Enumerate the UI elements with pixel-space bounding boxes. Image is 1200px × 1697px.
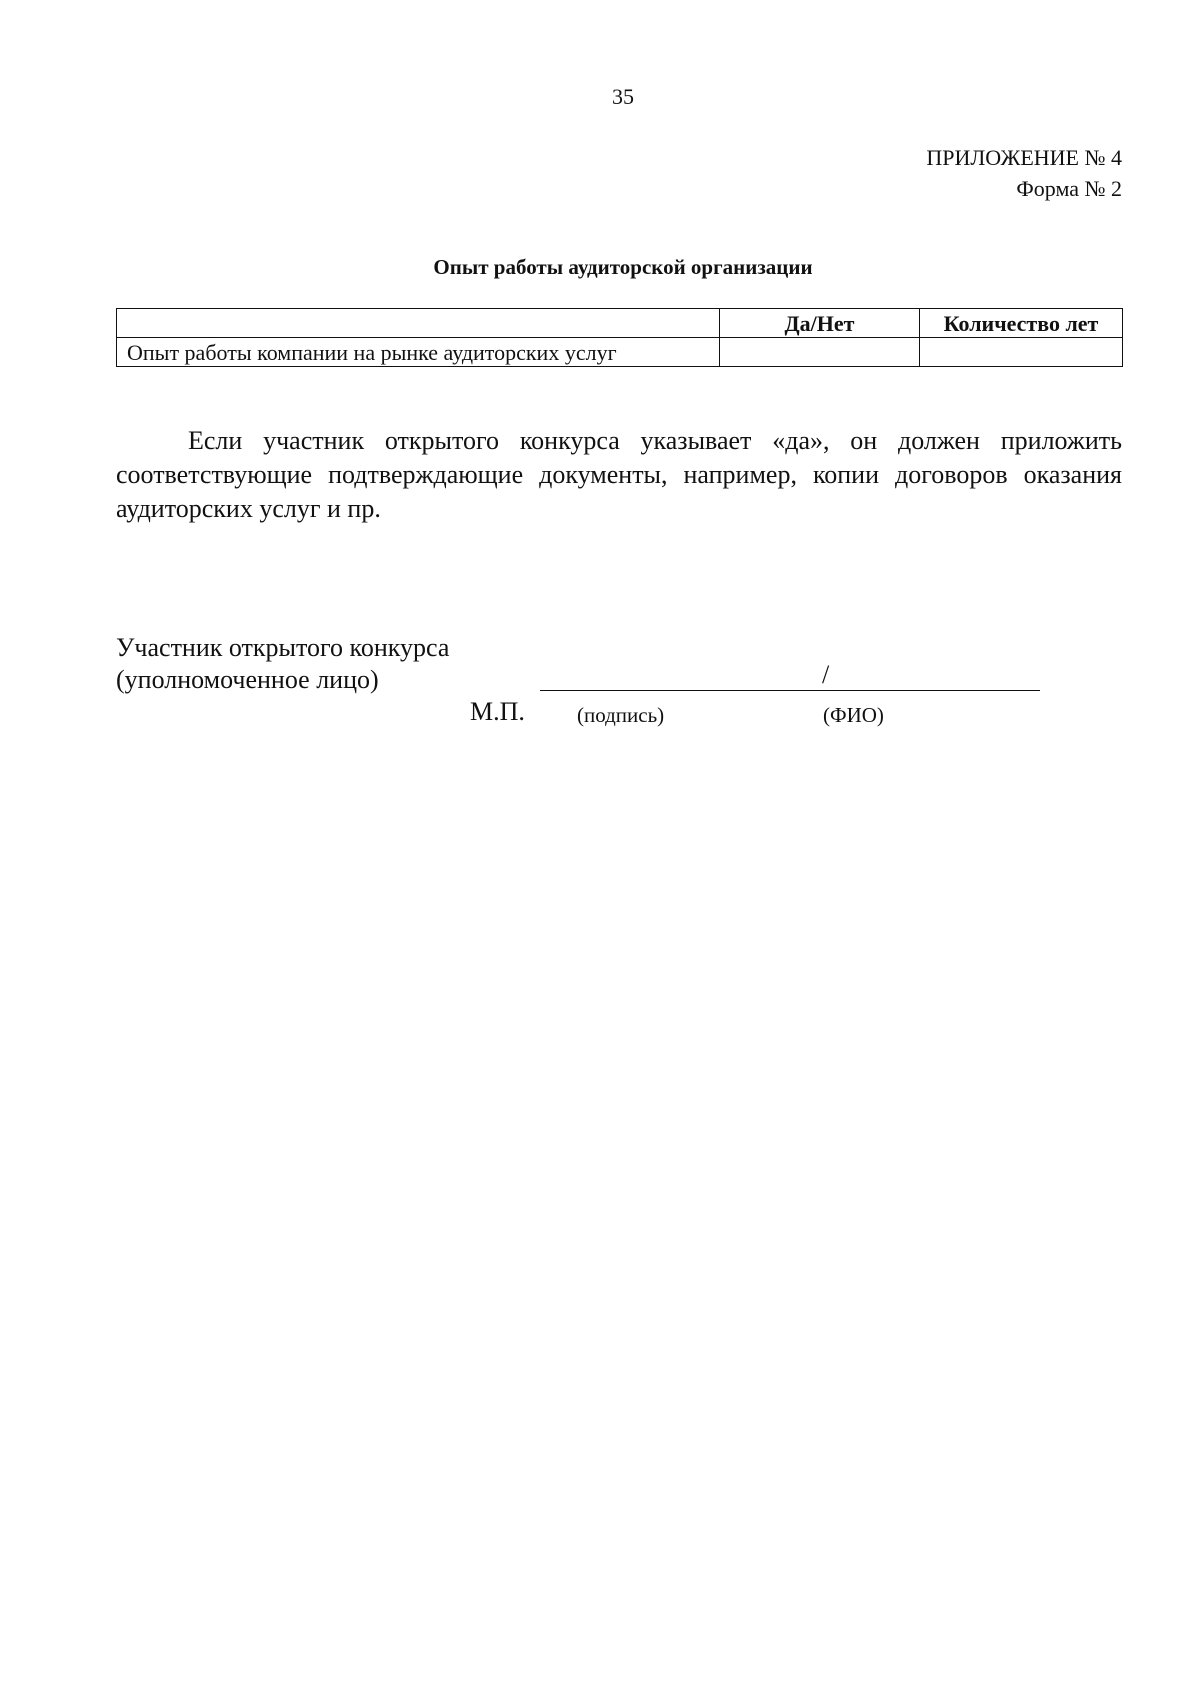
row-label-cell: Опыт работы компании на рынке аудиторских услуг	[117, 338, 720, 367]
table-row	[117, 338, 1123, 367]
participant-line-1: Участник открытого конкурса	[116, 633, 450, 662]
years-cell[interactable]	[920, 338, 1123, 367]
page-number: 35	[612, 84, 634, 109]
participant-line-2: (уполномоченное лицо)	[116, 665, 379, 694]
signature-slash: /	[822, 660, 830, 689]
signature-line[interactable]	[540, 690, 1040, 691]
stamp-label: М.П.	[470, 697, 525, 726]
note-paragraph: Если участник открытого конкурса указывает «да», он должен приложить соответствующие подтверждающие документы, например, копии договоров оказания аудиторских услуг и пр.	[116, 426, 1122, 523]
yes-no-cell[interactable]	[720, 338, 920, 367]
table-header-row	[117, 309, 1123, 338]
appendix-label	[926, 142, 1122, 204]
header-cell-years: Количество лет	[920, 309, 1123, 338]
header-cell-empty	[117, 309, 720, 338]
name-caption: (ФИО)	[823, 703, 884, 727]
header-cell-yes-no: Да/Нет	[720, 309, 920, 338]
document-title: Опыт работы аудиторской организации	[433, 255, 813, 279]
appendix-number: ПРИЛОЖЕНИЕ № 4	[926, 145, 1122, 170]
participant-label	[116, 632, 449, 696]
form-number: Форма № 2	[1016, 176, 1122, 201]
signature-caption: (подпись)	[577, 703, 665, 727]
experience-table	[116, 308, 1123, 367]
